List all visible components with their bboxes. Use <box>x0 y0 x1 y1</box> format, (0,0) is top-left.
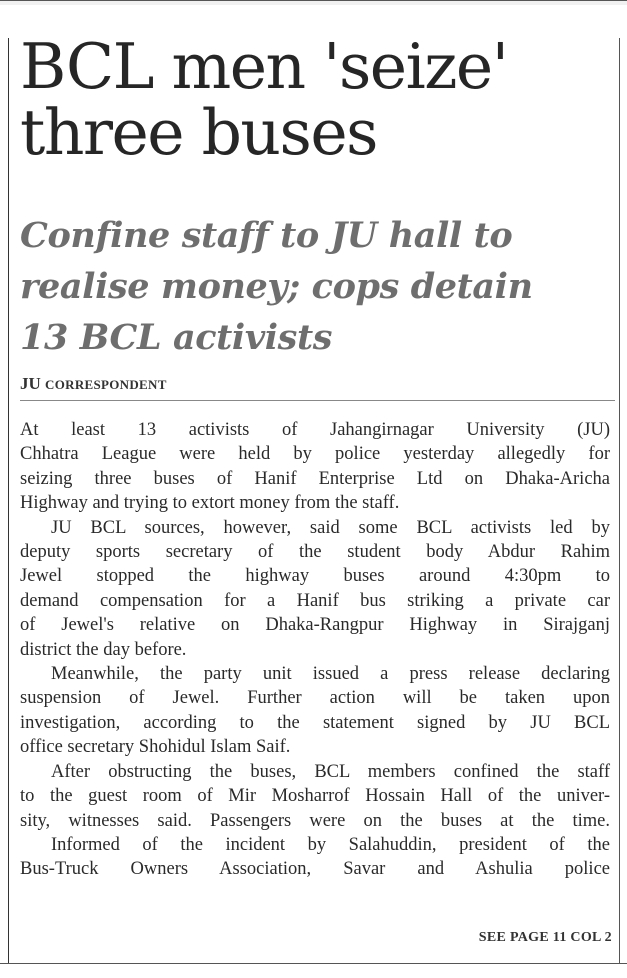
paragraph-4 <box>20 760 610 833</box>
body-line: JU BCL sources, however, said some BCL activists led by <box>51 517 610 538</box>
continuation-jump-link[interactable]: SEE PAGE 11 COL 2 <box>478 930 612 945</box>
top-border <box>0 0 627 5</box>
byline-label: CORRESPONDENT <box>45 377 167 392</box>
article-body <box>20 418 610 882</box>
paragraph-5 <box>20 833 610 882</box>
body-line: Chhatra League were held by police yesterday allegedly for <box>20 444 610 465</box>
body-line: At least 13 activists of Jahangirnagar University (JU) <box>20 420 610 440</box>
byline <box>20 373 420 396</box>
body-line: to the guest room of Mir Mosharrof Hossain Hall of the univer- <box>20 786 610 807</box>
subheadline <box>20 210 615 363</box>
body-line: district the day before. <box>20 639 187 660</box>
body-line: Jewel stopped the highway buses around 4:30pm to <box>20 566 610 587</box>
headline <box>20 30 615 169</box>
body-line: Bus-Truck Owners Association, Savar and Ashulia police <box>20 859 610 880</box>
subheadline-line-2: realise money; cops detain <box>20 266 533 307</box>
body-line: suspension of Jewel. Further action will be taken upon <box>20 688 610 709</box>
headline-line-1: BCL men 'seize' <box>20 30 508 103</box>
body-line: demand compensation for a Hanif bus striking a private car <box>20 590 610 611</box>
body-line: sity, witnesses said. Passengers were on the buses at the time. <box>20 810 610 831</box>
right-column-rule <box>619 38 620 963</box>
paragraph-2 <box>20 516 610 662</box>
body-line: deputy sports secretary of the student body Abdur Rahim <box>20 542 610 563</box>
body-line: Highway and trying to extort money from the staff. <box>20 493 400 514</box>
body-line: seizing three buses of Hanif Enterprise Ltd on Dhaka-Aricha <box>20 468 610 489</box>
body-line: office secretary Shohidul Islam Saif. <box>20 737 291 758</box>
body-line: Meanwhile, the party unit issued a press release declaring <box>51 664 610 685</box>
paragraph-3 <box>20 662 610 760</box>
byline-initials: JU <box>20 374 41 393</box>
subheadline-line-1: Confine staff to JU hall to <box>20 215 513 256</box>
bottom-border <box>0 963 627 964</box>
body-line: investigation, according to the statement signed by JU BCL <box>20 712 610 733</box>
paragraph-1 <box>20 418 610 516</box>
subheadline-line-3: 13 BCL activists <box>20 317 333 358</box>
headline-line-2: three buses <box>20 96 377 169</box>
body-line: Informed of the incident by Salahuddin, president of the <box>51 834 610 855</box>
body-line: After obstructing the buses, BCL members confined the staff <box>51 761 610 782</box>
byline-divider <box>20 400 615 401</box>
left-column-rule <box>8 38 9 963</box>
body-line: of Jewel's relative on Dhaka-Rangpur Highway in Sirajganj <box>20 615 610 636</box>
